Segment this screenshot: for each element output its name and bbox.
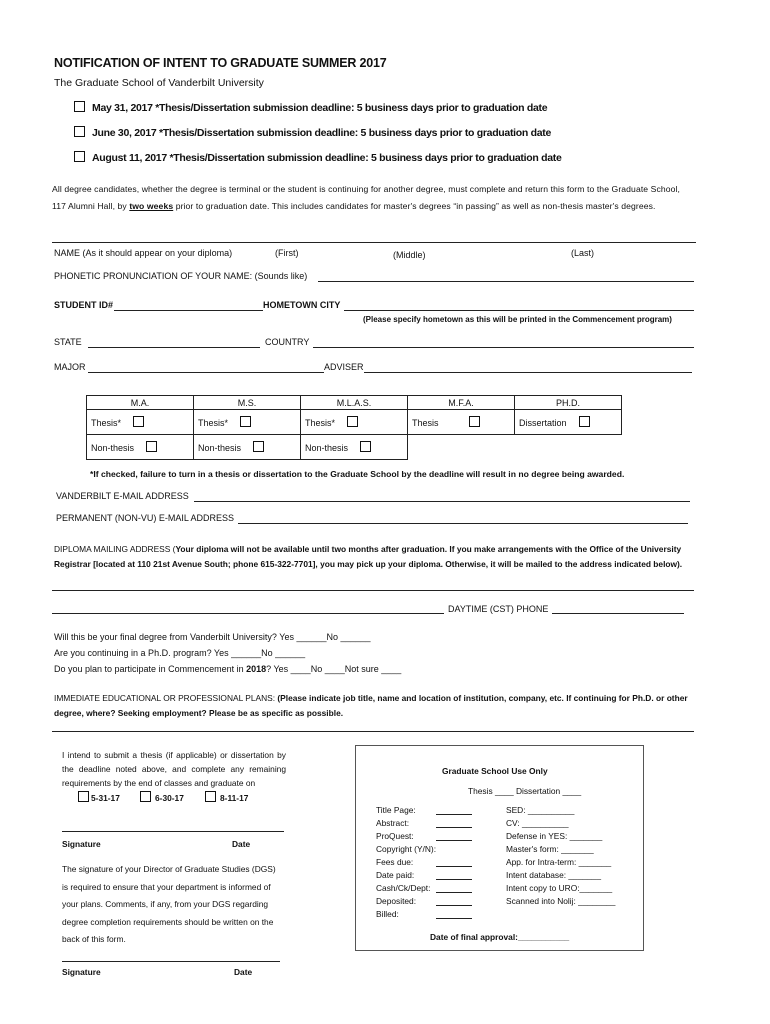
vu-email-label: VANDERBILT E-MAIL ADDRESS <box>56 491 189 501</box>
office-use-title: Graduate School Use Only <box>442 766 548 776</box>
adviser-label: ADVISER <box>324 362 364 372</box>
degree-option-ma-nonthesis[interactable]: Non-thesis <box>87 435 194 460</box>
degree-header: M.S. <box>194 396 301 410</box>
degree-header: PH.D. <box>515 396 622 410</box>
checkbox[interactable] <box>140 791 151 802</box>
phonetic-field[interactable] <box>318 281 694 282</box>
phone-field[interactable] <box>552 613 684 614</box>
vu-email-field[interactable] <box>194 501 690 502</box>
office-field: Fees due: <box>376 857 414 867</box>
office-left-fields <box>376 804 496 921</box>
deadline-label: June 30, 2017 *Thesis/Dissertation submission deadline: 5 business days prior to graduation date <box>92 127 552 139</box>
country-field[interactable] <box>313 347 694 348</box>
country-label: COUNTRY <box>265 337 310 347</box>
office-right-fields <box>506 804 640 908</box>
office-field: ProQuest: <box>376 831 414 841</box>
date-label: Date <box>232 839 251 849</box>
graduate-option-0531[interactable]: 5-31-17 <box>78 791 120 803</box>
student-id-label: STUDENT ID# <box>54 300 114 310</box>
degree-option-ms-thesis[interactable]: Thesis* <box>194 410 301 435</box>
office-field: CV: __________ <box>506 818 569 828</box>
middle-name-label: (Middle) <box>393 250 426 260</box>
form-title: NOTIFICATION OF INTENT TO GRADUATE SUMMER 2017 <box>54 56 387 70</box>
checkbox[interactable] <box>253 441 264 452</box>
permanent-email-label: PERMANENT (NON-VU) E-MAIL ADDRESS <box>56 513 235 523</box>
hometown-field[interactable] <box>344 310 694 311</box>
checkbox-june[interactable] <box>74 126 85 137</box>
adviser-field[interactable] <box>364 372 692 373</box>
state-field[interactable] <box>88 347 260 348</box>
degree-note: *If checked, failure to turn in a thesis or dissertation to the Graduate School by the deadline will result in no degree being awarded. <box>90 469 625 479</box>
checkbox-may[interactable] <box>74 101 85 112</box>
checkbox[interactable] <box>579 416 590 427</box>
office-field: Intent copy to URO:_______ <box>506 883 613 893</box>
degree-header: M.L.A.S. <box>301 396 408 410</box>
mailing-address-instructions: DIPLOMA MAILING ADDRESS (Your diploma will not be available until two months after graduation. If you make arrangements with the Office of the University Registrar [located at 110 21st Avenue South; phone 615-322-7701], you may pick up your diploma. Otherwise, it will be mailed to the address indicated below). <box>54 544 683 569</box>
question-final-degree: Will this be your final degree from Vanderbilt University? Yes ______No ______ <box>54 632 371 642</box>
major-label: MAJOR <box>54 362 86 372</box>
office-field: SED: __________ <box>506 805 575 815</box>
emphasis-two-weeks: two weeks <box>129 201 174 211</box>
checkbox[interactable] <box>146 441 157 452</box>
office-field: Title Page: <box>376 805 416 815</box>
signature-label: Signature <box>62 967 101 977</box>
intent-statement: I intend to submit a thesis (if applicable) or dissertation by the deadline noted above, and complete any remaining requirements by the end of classes and graduate on <box>62 750 286 788</box>
permanent-email-field[interactable] <box>238 523 688 524</box>
checkbox[interactable] <box>133 416 144 427</box>
signature-line[interactable] <box>62 831 284 832</box>
graduate-option-0811[interactable]: 8-11-17 <box>205 791 248 803</box>
plans-field[interactable] <box>52 731 694 732</box>
date-label: Date <box>234 967 253 977</box>
last-name-label: (Last) <box>571 248 595 258</box>
checkbox[interactable] <box>205 791 216 802</box>
checkbox[interactable] <box>469 416 480 427</box>
deadline-label: August 11, 2017 *Thesis/Dissertation submission deadline: 5 business days prior to graduation date <box>92 152 562 164</box>
office-field: Billed: <box>376 909 399 919</box>
degree-option-mfa-thesis[interactable]: Thesis <box>408 410 515 435</box>
major-field[interactable] <box>88 372 324 373</box>
degree-header: M.A. <box>87 396 194 410</box>
degree-table <box>86 395 622 460</box>
office-field: Intent database: _______ <box>506 870 601 880</box>
checkbox-august[interactable] <box>74 151 85 162</box>
plans-instructions: IMMEDIATE EDUCATIONAL OR PROFESSIONAL PLANS: (Please indicate job title, name and location of institution, company, etc. If continuing for Ph.D. or other degree, where? Seeking employment? Please be as specific as possible. <box>54 693 688 718</box>
office-field: Abstract: <box>376 818 410 828</box>
phonetic-label: PHONETIC PRONUNCIATION OF YOUR NAME: (Sounds like) <box>54 271 308 281</box>
graduate-option-0630[interactable]: 6-30-17 <box>140 791 184 803</box>
question-commencement: Do you plan to participate in Commencement in 2018? Yes ____No ____Not sure ____ <box>54 664 402 674</box>
mailing-address-field-1[interactable] <box>52 590 694 591</box>
office-field: Defense in YES: _______ <box>506 831 603 841</box>
name-label: NAME (As it should appear on your diploma) <box>54 248 233 258</box>
deadline-option-may[interactable] <box>74 101 547 114</box>
dgs-instructions: The signature of your Director of Graduate Studies (DGS) is required to ensure that your department is informed of your plans. Comments, if any, from your DGS regarding degree completion requirements should be written on the back of this form. <box>62 864 276 944</box>
signature-label: Signature <box>62 839 101 849</box>
dgs-signature-line[interactable] <box>62 961 280 962</box>
mailing-address-field-2[interactable] <box>52 613 444 614</box>
degree-option-mlas-nonthesis[interactable]: Non-thesis <box>301 435 408 460</box>
checkbox[interactable] <box>360 441 371 452</box>
degree-option-phd-dissertation[interactable]: Dissertation <box>515 410 622 435</box>
office-field: Scanned into Nolij: ________ <box>506 896 616 906</box>
final-approval-date: Date of final approval:___________ <box>430 932 570 942</box>
office-field: Date paid: <box>376 870 415 880</box>
phone-label: DAYTIME (CST) PHONE <box>448 604 549 614</box>
deadline-option-august[interactable] <box>74 151 562 164</box>
hometown-label: HOMETOWN CITY <box>263 300 341 310</box>
office-field: Cash/Ck/Dept: <box>376 883 431 893</box>
office-field: App. for Intra-term: _______ <box>506 857 612 867</box>
student-id-field[interactable] <box>114 310 263 311</box>
intro-paragraph: All degree candidates, whether the degree is terminal or the student is continuing for another degree, must complete and return this form to the Graduate School, 117 Alumni Hall, by two weeks prior to graduation date. This includes candidates for master's degrees “in passing” as well as non-thesis master's degrees. <box>52 184 681 211</box>
degree-option-ma-thesis[interactable]: Thesis* <box>87 410 194 435</box>
hometown-note: (Please specify hometown as this will be printed in the Commencement program) <box>363 315 672 324</box>
office-use-box <box>355 745 644 951</box>
office-field: Master's form: _______ <box>506 844 594 854</box>
office-field: Copyright (Y/N): <box>376 844 437 854</box>
state-label: STATE <box>54 337 82 347</box>
deadline-label: May 31, 2017 *Thesis/Dissertation submission deadline: 5 business days prior to graduation date <box>92 102 548 114</box>
degree-option-mlas-thesis[interactable]: Thesis* <box>301 410 408 435</box>
first-name-label: (First) <box>275 248 299 258</box>
office-field: Deposited: <box>376 896 417 906</box>
degree-header: M.F.A. <box>408 396 515 410</box>
divider <box>52 242 696 243</box>
checkbox[interactable] <box>347 416 358 427</box>
deadline-option-june[interactable] <box>74 126 551 139</box>
question-phd: Are you continuing in a Ph.D. program? Yes ______No ______ <box>54 648 306 658</box>
checkbox[interactable] <box>240 416 251 427</box>
degree-option-ms-nonthesis[interactable]: Non-thesis <box>194 435 301 460</box>
form-subtitle: The Graduate School of Vanderbilt University <box>54 77 264 89</box>
thesis-dissertation-line: Thesis ____ Dissertation ____ <box>468 786 582 796</box>
checkbox[interactable] <box>78 791 89 802</box>
